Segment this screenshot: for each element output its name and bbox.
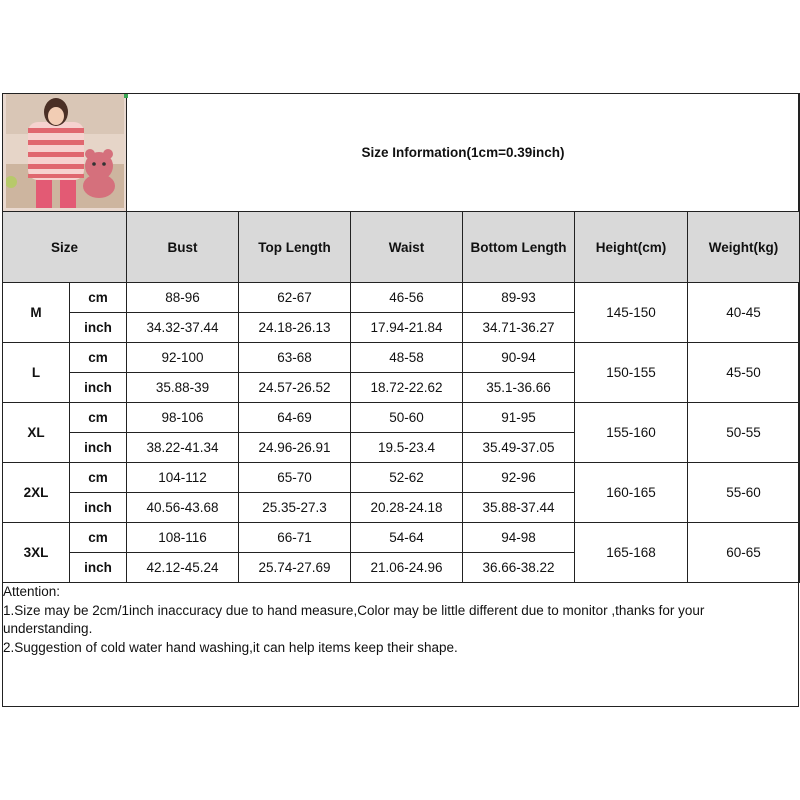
unit-cm: cm xyxy=(70,283,127,313)
size-label: 2XL xyxy=(3,463,70,523)
header-size: Size xyxy=(3,212,127,283)
cell: 34.71-36.27 xyxy=(463,313,575,343)
size-label: M xyxy=(3,283,70,343)
unit-inch: inch xyxy=(70,313,127,343)
notes-heading: Attention: xyxy=(3,584,61,599)
cell: 108-116 xyxy=(127,523,239,553)
cell: 91-95 xyxy=(463,403,575,433)
cell: 50-60 xyxy=(351,403,463,433)
unit-cm: cm xyxy=(70,463,127,493)
size-label: XL xyxy=(3,403,70,463)
cell: 52-62 xyxy=(351,463,463,493)
cell-marker-icon xyxy=(124,94,128,98)
height-cell: 160-165 xyxy=(575,463,688,523)
header-bust: Bust xyxy=(127,212,239,283)
cell: 18.72-22.62 xyxy=(351,373,463,403)
header-top-length: Top Length xyxy=(239,212,351,283)
cell: 25.35-27.3 xyxy=(239,493,351,523)
cell: 42.12-45.24 xyxy=(127,553,239,583)
cell: 20.28-24.18 xyxy=(351,493,463,523)
cell: 104-112 xyxy=(127,463,239,493)
cell: 24.96-26.91 xyxy=(239,433,351,463)
table-row xyxy=(3,283,800,313)
size-label: 3XL xyxy=(3,523,70,583)
product-photo-icon xyxy=(6,94,124,208)
weight-cell: 45-50 xyxy=(688,343,800,403)
height-cell: 145-150 xyxy=(575,283,688,343)
unit-inch: inch xyxy=(70,553,127,583)
height-cell: 155-160 xyxy=(575,403,688,463)
cell: 92-96 xyxy=(463,463,575,493)
cell: 34.32-37.44 xyxy=(127,313,239,343)
header-waist: Waist xyxy=(351,212,463,283)
height-cell: 165-168 xyxy=(575,523,688,583)
cell: 35.49-37.05 xyxy=(463,433,575,463)
weight-cell: 50-55 xyxy=(688,403,800,463)
height-cell: 150-155 xyxy=(575,343,688,403)
notes-line-1: 1.Size may be 2cm/1inch inaccuracy due to hand measure,Color may be little different due to monitor ,thanks for your understanding. xyxy=(3,602,705,636)
cell: 36.66-38.22 xyxy=(463,553,575,583)
table-row xyxy=(3,523,800,553)
header-height: Height(cm) xyxy=(575,212,688,283)
header-weight: Weight(kg) xyxy=(688,212,800,283)
unit-inch: inch xyxy=(70,433,127,463)
cell: 65-70 xyxy=(239,463,351,493)
cell: 25.74-27.69 xyxy=(239,553,351,583)
unit-cm: cm xyxy=(70,523,127,553)
cell: 66-71 xyxy=(239,523,351,553)
table-row xyxy=(3,403,800,433)
cell: 35.88-37.44 xyxy=(463,493,575,523)
cell: 90-94 xyxy=(463,343,575,373)
unit-inch: inch xyxy=(70,373,127,403)
cell: 19.5-23.4 xyxy=(351,433,463,463)
cell: 35.1-36.66 xyxy=(463,373,575,403)
cell: 24.57-26.52 xyxy=(239,373,351,403)
cell: 88-96 xyxy=(127,283,239,313)
size-chart-table xyxy=(2,93,800,583)
size-label: L xyxy=(3,343,70,403)
cell: 17.94-21.84 xyxy=(351,313,463,343)
cell: 92-100 xyxy=(127,343,239,373)
attention-notes xyxy=(3,583,793,657)
cell: 38.22-41.34 xyxy=(127,433,239,463)
cell: 48-58 xyxy=(351,343,463,373)
table-row xyxy=(3,463,800,493)
cell: 98-106 xyxy=(127,403,239,433)
weight-cell: 60-65 xyxy=(688,523,800,583)
cell: 63-68 xyxy=(239,343,351,373)
product-photo xyxy=(3,94,127,212)
cell: 46-56 xyxy=(351,283,463,313)
cell: 21.06-24.96 xyxy=(351,553,463,583)
cell: 35.88-39 xyxy=(127,373,239,403)
cell: 94-98 xyxy=(463,523,575,553)
unit-cm: cm xyxy=(70,403,127,433)
weight-cell: 40-45 xyxy=(688,283,800,343)
unit-cm: cm xyxy=(70,343,127,373)
cell: 54-64 xyxy=(351,523,463,553)
page-title: Size Information(1cm=0.39inch) xyxy=(127,94,800,212)
header-bottom-length: Bottom Length xyxy=(463,212,575,283)
notes-line-2: 2.Suggestion of cold water hand washing,it can help items keep their shape. xyxy=(3,639,458,655)
cell: 24.18-26.13 xyxy=(239,313,351,343)
cell: 62-67 xyxy=(239,283,351,313)
cell: 40.56-43.68 xyxy=(127,493,239,523)
weight-cell: 55-60 xyxy=(688,463,800,523)
unit-inch: inch xyxy=(70,493,127,523)
cell: 89-93 xyxy=(463,283,575,313)
cell: 64-69 xyxy=(239,403,351,433)
table-row xyxy=(3,343,800,373)
